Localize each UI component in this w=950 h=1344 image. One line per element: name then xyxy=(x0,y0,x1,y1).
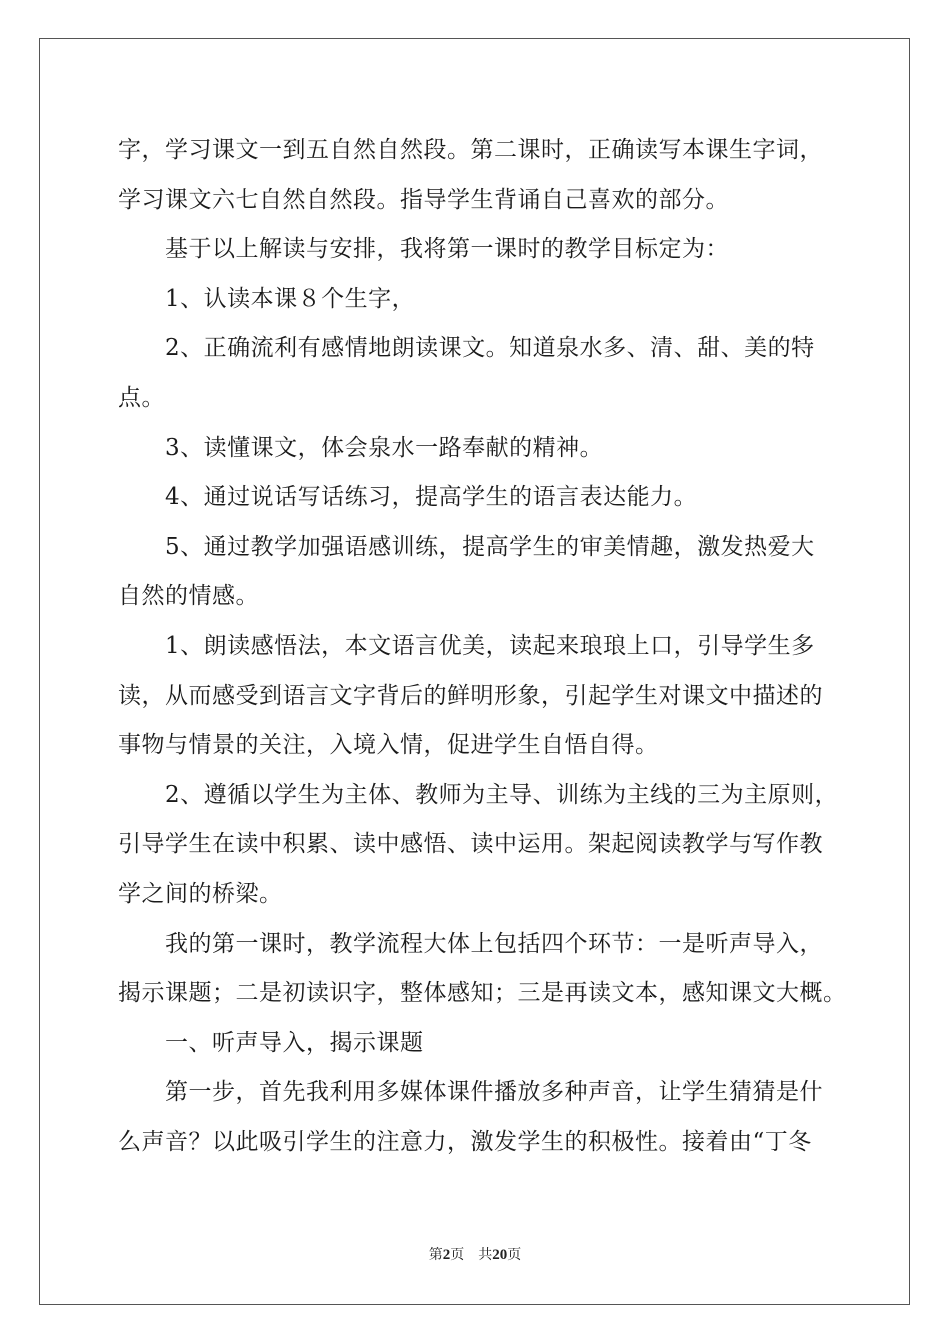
text-line: 事物与情景的关注，入境入情，促进学生自悟自得。 xyxy=(118,732,659,759)
text-line: 学习课文六七自然自然段。指导学生背诵自己喜欢的部分。 xyxy=(118,186,729,213)
footer-page-suffix: 页 xyxy=(450,1247,465,1263)
text-line: 一、听声导入，揭示课题 xyxy=(165,1029,424,1056)
text-line: 么声音？以此吸引学生的注意力，激发学生的积极性。接着由“丁冬 xyxy=(118,1128,812,1155)
text-line: 1、朗读感悟法，本文语言优美，读起来琅琅上口，引导学生多 xyxy=(165,632,815,659)
text-line: 5、通过教学加强语感训练，提高学生的审美情趣，激发热爱大 xyxy=(165,533,815,560)
footer-page-prefix: 第 xyxy=(428,1247,443,1263)
document-body xyxy=(118,126,847,1167)
text-line: 第一步，首先我利用多媒体课件播放多种声音，让学生猜猜是什 xyxy=(165,1079,823,1106)
footer-total-pages: 20 xyxy=(492,1247,508,1263)
text-line: 字，学习课文一到五自然自然段。第二课时，正确读写本课生字词， xyxy=(118,137,823,163)
text-line: 2、正确流利有感情地朗读课文。知道泉水多、清、甜、美的特 xyxy=(165,335,815,362)
text-line: 引导学生在读中积累、读中感悟、读中运用。架起阅读教学与写作教 xyxy=(118,831,823,858)
text-line: 学之间的桥梁。 xyxy=(118,880,283,907)
text-line: 点。 xyxy=(118,384,165,411)
text-line: 3、读懂课文，体会泉水一路奉献的精神。 xyxy=(165,434,604,461)
text-line: 4、通过说话写话练习，提高学生的语言表达能力。 xyxy=(165,484,698,511)
footer-total-prefix: 共 xyxy=(478,1247,493,1263)
text-line: 自然的情感。 xyxy=(118,583,259,610)
text-line: 1、认读本课８个生字， xyxy=(165,285,416,312)
text-line: 揭示课题；二是初读识字，整体感知；三是再读文本，感知课文大概。 xyxy=(118,980,847,1007)
text-line: 基于以上解读与安排，我将第一课时的教学目标定为： xyxy=(165,236,729,263)
footer-total-suffix: 页 xyxy=(507,1247,522,1263)
text-line: 2、遵循以学生为主体、教师为主导、训练为主线的三为主原则， xyxy=(165,781,839,808)
page-footer xyxy=(0,1244,950,1264)
footer-page-number: 2 xyxy=(442,1247,451,1263)
text-line: 读，从而感受到语言文字背后的鲜明形象，引起学生对课文中描述的 xyxy=(118,682,823,709)
text-line: 我的第一课时，教学流程大体上包括四个环节：一是听声导入， xyxy=(165,930,823,957)
